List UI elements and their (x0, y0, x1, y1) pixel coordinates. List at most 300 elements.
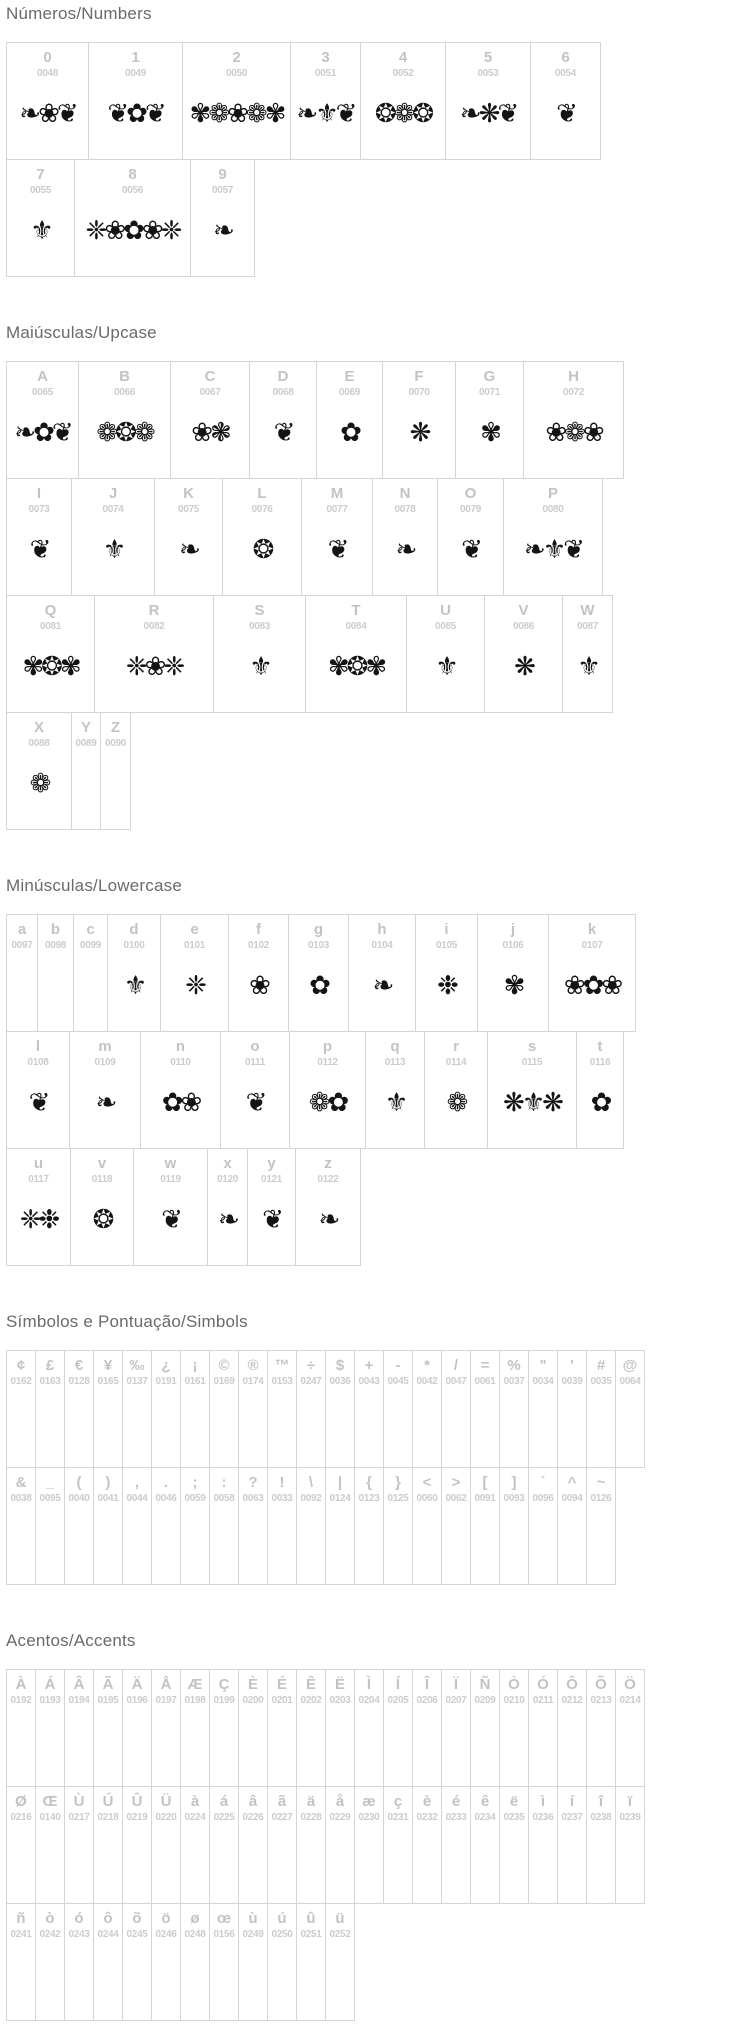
char-code: 0104 (371, 940, 393, 951)
char-code: 0054 (554, 68, 577, 79)
char-label: œ (216, 1910, 232, 1927)
char-cell (6, 1031, 70, 1149)
char-cell (180, 1786, 210, 1904)
char-code: 0196 (126, 1695, 148, 1706)
char-cell (383, 1786, 413, 1904)
char-cell (122, 1467, 152, 1585)
char-cell (499, 1467, 529, 1585)
char-label: K (183, 485, 194, 502)
char-label: T (351, 602, 361, 619)
char-cell (238, 1786, 268, 1904)
char-code: 0198 (184, 1695, 206, 1706)
char-label: ò (45, 1910, 55, 1927)
char-code: 0125 (387, 1493, 409, 1504)
ornament-glyph: ❦ (273, 417, 293, 448)
char-code: 0100 (123, 940, 145, 951)
char-cell (499, 1350, 529, 1468)
char-cell (406, 595, 485, 713)
char-cell (107, 914, 161, 1032)
char-cell (160, 914, 229, 1032)
char-label: ë (509, 1793, 519, 1810)
char-code: 0211 (532, 1695, 554, 1706)
char-label: ; (192, 1474, 198, 1491)
char-code: 0249 (242, 1929, 264, 1940)
char-cell (325, 1350, 355, 1468)
char-grid (6, 1669, 730, 2021)
char-code: 0244 (97, 1929, 119, 1940)
char-code: 0053 (477, 68, 499, 79)
char-label: A (37, 368, 48, 385)
char-code: 0165 (97, 1376, 119, 1387)
char-cell (412, 1786, 442, 1904)
char-cell (267, 1786, 297, 1904)
char-row (6, 1903, 730, 2021)
char-cell (383, 1669, 413, 1787)
char-cell (78, 361, 171, 479)
char-label: w (164, 1155, 177, 1172)
char-code: 0113 (384, 1057, 406, 1068)
char-cell (557, 1350, 587, 1468)
char-cell (6, 1467, 36, 1585)
char-code: 0191 (155, 1376, 177, 1387)
char-label: Ü (160, 1793, 172, 1810)
char-code: 0042 (416, 1376, 438, 1387)
char-label: q (390, 1038, 400, 1055)
char-cell (190, 159, 255, 277)
char-label: + (364, 1357, 374, 1374)
char-cell (354, 1467, 384, 1585)
char-cell (6, 914, 38, 1032)
char-code: 0057 (211, 185, 234, 196)
char-code: 0067 (199, 387, 221, 398)
char-label: á (219, 1793, 229, 1810)
char-label: z (324, 1155, 332, 1172)
char-label: b (50, 921, 61, 938)
char-label: û (306, 1910, 316, 1927)
char-cell (372, 478, 438, 596)
char-code: 0101 (183, 940, 206, 951)
char-code: 0091 (474, 1493, 496, 1504)
ornament-glyph: ❀❁❀ (545, 417, 602, 448)
char-label: Ú (102, 1793, 114, 1810)
char-cell (586, 1786, 616, 1904)
char-label: ä (306, 1793, 316, 1810)
ornament-glyph: ❦ (461, 534, 480, 565)
char-label: B (119, 368, 130, 385)
char-label: % (507, 1357, 521, 1374)
char-cell (267, 1350, 297, 1468)
section-title: Símbolos e Pontuação/Simbols (6, 1312, 248, 1331)
char-code: 0048 (36, 68, 59, 79)
char-cell (325, 1669, 355, 1787)
char-grid (6, 361, 730, 830)
char-cell (93, 1669, 123, 1787)
char-code: 0081 (39, 621, 62, 632)
ornament-glyph: ✾ (480, 417, 499, 448)
char-code: 0046 (155, 1493, 177, 1504)
char-code: 0122 (317, 1174, 339, 1185)
char-code: 0252 (329, 1929, 351, 1940)
char-label: 2 (232, 49, 241, 66)
ornament-glyph: ✿ (590, 1087, 610, 1118)
char-cell (295, 1148, 361, 1266)
char-code: 0049 (124, 68, 147, 79)
char-code: 0219 (126, 1812, 148, 1823)
char-cell (455, 361, 524, 479)
char-label: l (35, 1038, 41, 1055)
char-code: 0153 (271, 1376, 293, 1387)
char-code: 0169 (213, 1376, 235, 1387)
char-label: Î (424, 1676, 430, 1693)
char-code: 0226 (242, 1812, 264, 1823)
char-code: 0214 (619, 1695, 641, 1706)
char-cell (93, 1467, 123, 1585)
char-label: j (510, 921, 516, 938)
char-cell (6, 1350, 36, 1468)
char-label: ç (393, 1793, 403, 1810)
char-cell (586, 1350, 616, 1468)
char-code: 0060 (416, 1493, 438, 1504)
char-cell (238, 1467, 268, 1585)
char-label: a (17, 921, 27, 938)
char-code: 0205 (387, 1695, 409, 1706)
char-cell (122, 1786, 152, 1904)
char-code: 0239 (619, 1812, 641, 1823)
char-label: ' (570, 1357, 574, 1374)
char-label: 0 (43, 49, 52, 66)
char-code: 0039 (561, 1376, 583, 1387)
char-label: ã (277, 1793, 287, 1810)
char-code: 0118 (91, 1174, 113, 1185)
char-code: 0109 (94, 1057, 116, 1068)
char-row (6, 595, 730, 713)
ornament-glyph: ❧✿❦ (14, 417, 71, 448)
char-cell (182, 42, 291, 160)
char-label: E (344, 368, 355, 385)
char-code: 0088 (28, 738, 50, 749)
char-label: N (399, 485, 411, 502)
char-label: ù (248, 1910, 258, 1927)
char-label: ] (511, 1474, 517, 1491)
char-cell (348, 914, 416, 1032)
section-symbols (6, 1312, 730, 1585)
char-label: ï (627, 1793, 633, 1810)
char-code: 0197 (155, 1695, 177, 1706)
char-cell (93, 1903, 123, 2021)
char-label: < (422, 1474, 432, 1491)
char-cell (222, 478, 302, 596)
char-label: " (539, 1357, 547, 1374)
char-code: 0062 (445, 1493, 467, 1504)
char-cell (437, 478, 504, 596)
char-label: õ (132, 1910, 142, 1927)
char-cell (6, 1903, 36, 2021)
char-label: 9 (218, 166, 227, 183)
char-cell (382, 361, 456, 479)
char-code: 0195 (97, 1695, 119, 1706)
ornament-glyph: ❁✿ (308, 1087, 347, 1118)
char-code: 0044 (126, 1493, 148, 1504)
char-code: 0210 (503, 1695, 525, 1706)
char-label: * (424, 1357, 430, 1374)
ornament-glyph: ✿❀ (161, 1087, 200, 1118)
char-code: 0216 (10, 1812, 32, 1823)
char-label: ^ (567, 1474, 577, 1491)
char-label: 3 (321, 49, 330, 66)
char-code: 0224 (184, 1812, 206, 1823)
char-label: Ù (73, 1793, 85, 1810)
char-label: d (129, 921, 139, 938)
char-cell (586, 1669, 616, 1787)
char-code: 0072 (562, 387, 585, 398)
char-cell (209, 1350, 239, 1468)
char-label: M (330, 485, 344, 502)
char-cell (528, 1350, 558, 1468)
char-cell (64, 1350, 94, 1468)
char-label: y (267, 1155, 276, 1172)
char-label: Å (160, 1676, 172, 1693)
char-code: 0066 (113, 387, 136, 398)
char-code: 0050 (225, 68, 248, 79)
char-cell (499, 1669, 529, 1787)
char-label: £ (45, 1357, 55, 1374)
char-label: è (422, 1793, 432, 1810)
char-label: î (598, 1793, 604, 1810)
char-cell (301, 478, 373, 596)
char-code: 0117 (28, 1174, 49, 1185)
char-cell (470, 1467, 500, 1585)
char-cell (209, 1903, 239, 2021)
char-code: 0162 (10, 1376, 32, 1387)
char-cell (6, 1786, 36, 1904)
char-cell (6, 159, 75, 277)
char-code: 0126 (590, 1493, 612, 1504)
char-code: 0064 (619, 1376, 641, 1387)
char-cell (133, 1148, 208, 1266)
char-row (6, 361, 730, 479)
char-label: Z (110, 719, 121, 736)
char-cell (64, 1786, 94, 1904)
char-code: 0068 (272, 387, 294, 398)
char-cell (445, 42, 531, 160)
char-label: Û (131, 1793, 143, 1810)
char-cell (586, 1467, 616, 1585)
char-cell (69, 1031, 141, 1149)
char-label: à (190, 1793, 200, 1810)
char-label: / (453, 1357, 459, 1374)
char-label: n (175, 1038, 186, 1055)
char-cell (412, 1669, 442, 1787)
char-cell (238, 1669, 268, 1787)
char-label: Ì (366, 1676, 372, 1693)
char-code: 0075 (177, 504, 200, 515)
char-cell (209, 1467, 239, 1585)
char-code: 0083 (248, 621, 271, 632)
char-label: [ (482, 1474, 488, 1491)
ornament-glyph: ❁ (446, 1087, 466, 1118)
char-code: 0111 (245, 1057, 265, 1068)
char-code: 0124 (329, 1493, 351, 1504)
char-label: ` (540, 1474, 546, 1491)
char-cell (562, 595, 613, 713)
char-label: Œ (42, 1793, 58, 1810)
char-label: ö (161, 1910, 171, 1927)
char-label: ™ (274, 1357, 290, 1374)
char-row (6, 1786, 730, 1904)
char-code: 0199 (213, 1695, 235, 1706)
char-label: æ (362, 1793, 376, 1810)
char-label: 8 (128, 166, 137, 183)
ornament-glyph: ✿ (309, 970, 328, 1001)
char-code: 0105 (435, 940, 458, 951)
char-label: v (97, 1155, 107, 1172)
ornament-glyph: ❦ (245, 1087, 265, 1118)
ornament-glyph: ❧ (372, 970, 392, 1001)
ornament-glyph: ❁ (29, 768, 49, 799)
char-label: ( (76, 1474, 82, 1491)
char-code: 0102 (247, 940, 270, 951)
char-code: 0069 (338, 387, 361, 398)
char-row (6, 42, 730, 160)
char-code: 0079 (459, 504, 482, 515)
char-cell (180, 1903, 210, 2021)
char-cell (615, 1786, 645, 1904)
char-grid (6, 42, 730, 277)
ornament-glyph: ❀ (249, 970, 268, 1001)
char-code: 0232 (416, 1812, 438, 1823)
char-cell (477, 914, 549, 1032)
char-code: 0235 (503, 1812, 525, 1823)
ornament-glyph: ⚜ (102, 534, 124, 565)
char-cell (180, 1669, 210, 1787)
char-cell (151, 1350, 181, 1468)
char-code: 0112 (317, 1057, 338, 1068)
char-cell (37, 914, 74, 1032)
char-cell (70, 1148, 134, 1266)
char-cell (441, 1786, 471, 1904)
ornament-glyph: ❦ (262, 1204, 281, 1235)
ornament-glyph: ❈ (185, 970, 204, 1001)
char-label: Õ (595, 1676, 607, 1693)
char-code: 0086 (512, 621, 535, 632)
ornament-glyph: ❈❀❈ (125, 651, 183, 682)
char-code: 0246 (155, 1929, 177, 1940)
char-label: Ä (131, 1676, 143, 1693)
char-label: u (33, 1155, 44, 1172)
char-code: 0106 (502, 940, 524, 951)
char-cell (122, 1903, 152, 2021)
char-code: 0095 (39, 1493, 61, 1504)
ornament-glyph: ❂❁❂ (374, 98, 432, 129)
char-cell (154, 478, 223, 596)
char-label: $ (335, 1357, 345, 1374)
char-cell (6, 1148, 71, 1266)
char-cell (290, 42, 361, 160)
char-code: 0103 (307, 940, 330, 951)
char-label: ? (248, 1474, 258, 1491)
char-label: 5 (483, 49, 493, 66)
ornament-glyph: ❈❉ (19, 1204, 58, 1235)
char-label: ~ (596, 1474, 606, 1491)
char-code: 0110 (170, 1057, 191, 1068)
char-cell (88, 42, 183, 160)
char-label: I (36, 485, 42, 502)
char-code: 0234 (474, 1812, 496, 1823)
ornament-glyph: ❦ (327, 534, 347, 565)
char-code: 0084 (345, 621, 367, 632)
char-label: Ó (537, 1676, 549, 1693)
char-row (6, 1669, 730, 1787)
char-code: 0156 (213, 1929, 235, 1940)
section-lowercase (6, 876, 730, 1266)
ornament-glyph: ❧❋❦ (459, 98, 517, 129)
char-code: 0070 (408, 387, 430, 398)
char-code: 0055 (29, 185, 52, 196)
char-code: 0192 (10, 1695, 32, 1706)
ornament-glyph: ❧ (179, 534, 198, 565)
char-label: Í (395, 1676, 401, 1693)
char-label: s (527, 1038, 537, 1055)
char-code: 0250 (271, 1929, 293, 1940)
ornament-glyph: ✿ (340, 417, 359, 448)
ornament-glyph: ✾❂✾ (327, 651, 385, 682)
char-row (6, 1031, 730, 1149)
char-code: 0123 (358, 1493, 380, 1504)
char-code: 0218 (97, 1812, 119, 1823)
ornament-glyph: ❀❃ (191, 417, 229, 448)
char-cell (523, 361, 624, 479)
char-code: 0200 (242, 1695, 264, 1706)
char-code: 0077 (326, 504, 348, 515)
char-label: V (518, 602, 529, 619)
ornament-glyph: ⚜ (249, 651, 270, 682)
char-cell (289, 1031, 366, 1149)
char-label: È (247, 1676, 258, 1693)
char-code: 0228 (300, 1812, 322, 1823)
ornament-glyph: ❧⚜❦ (524, 534, 582, 565)
char-code: 0092 (300, 1493, 322, 1504)
char-code: 0085 (434, 621, 457, 632)
char-label: , (134, 1474, 140, 1491)
ornament-glyph: ❈❀✿❀❈ (85, 215, 180, 246)
char-label: É (276, 1676, 287, 1693)
char-cell (325, 1467, 355, 1585)
char-row (6, 478, 730, 596)
char-code: 0194 (68, 1695, 90, 1706)
char-label: ¡ (192, 1357, 198, 1374)
ornament-glyph: ❦ (161, 1204, 180, 1235)
char-code: 0061 (474, 1376, 496, 1387)
char-code: 0059 (184, 1493, 206, 1504)
ornament-glyph: ⚜ (577, 651, 598, 682)
char-code: 0107 (581, 940, 603, 951)
char-label: p (322, 1038, 333, 1055)
char-label: ! (279, 1474, 285, 1491)
char-label: ê (480, 1793, 490, 1810)
char-cell (296, 1669, 326, 1787)
char-label: Q (44, 602, 57, 619)
char-label: é (451, 1793, 461, 1810)
ornament-glyph: ❂ (92, 1204, 112, 1235)
char-code: 0161 (184, 1376, 206, 1387)
ornament-glyph: ❧⚜❦ (296, 98, 355, 129)
char-code: 0108 (27, 1057, 49, 1068)
char-label: D (277, 368, 289, 385)
char-code: 0036 (329, 1376, 351, 1387)
char-cell (94, 595, 214, 713)
char-cell (316, 361, 383, 479)
char-cell (180, 1350, 210, 1468)
